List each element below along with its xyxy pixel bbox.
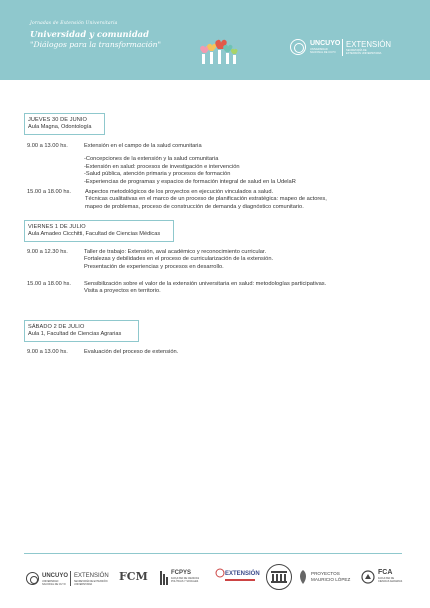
logo-divider xyxy=(342,39,343,56)
uncuyo-extension-logo xyxy=(290,39,410,57)
logo-divider xyxy=(70,571,71,586)
day-label: SÁBADO 2 DE JULIO xyxy=(28,324,85,330)
entry-time: 9.00 a 13.00 hs. xyxy=(27,349,68,355)
day-place: Aula Amadeo Cicchitti, Facultad de Ciencias Médicas xyxy=(28,231,161,238)
event-title: Universidad y comunidad xyxy=(30,29,149,39)
day-place: Aula Magna, Odontología xyxy=(28,124,92,131)
day-box-thursday xyxy=(24,113,105,135)
entry-description: Aspectos metodológicos de los proyectos en ejecución vinculados a salud. Técnicas cualitativas en el marco de un proceso de planificación estratégica: mapeo de actores, mapeo de problemas, proceso de construcción de demanda y diagnóstico comunitario. xyxy=(85,189,327,210)
header-band xyxy=(0,0,430,80)
day-box-saturday xyxy=(24,320,139,342)
day-label: JUEVES 30 DE JUNIO xyxy=(28,117,87,123)
footer-fcm-logo: FCM xyxy=(119,570,148,583)
uncuyo-seal-icon xyxy=(290,39,306,55)
uncuyo-seal-icon xyxy=(26,572,39,585)
proyectos-mark-icon xyxy=(298,570,308,584)
extension-subtext: SECRETARÍA DE EXTENSIÓN UNIVERSITARIA xyxy=(346,49,382,55)
entry-time: 9.00 a 13.00 hs. xyxy=(27,143,68,149)
entry-time: 15.00 a 18.00 hs. xyxy=(27,281,71,287)
entry-time: 15.00 a 18.00 hs. xyxy=(27,189,71,195)
footer-seal-logo xyxy=(266,564,292,590)
entry-description: -Concepciones de la extensión y la salud comunitaria -Extensión en salud: procesos de investigación e intervención -Salud pública, atención primaria y procesos de formación -Experiencias de programas y espacios de formación integral de salud en la UdelaR xyxy=(84,156,296,185)
fcpys-mark-icon xyxy=(160,571,168,585)
day-label: VIERNES 1 DE JULIO xyxy=(28,224,86,230)
hearts-illustration-icon xyxy=(193,38,243,68)
building-icon xyxy=(271,571,287,583)
uncuyo-name: UNCUYO xyxy=(310,40,341,47)
entry-description: Sensibilización sobre el valor de la extensión universitaria en salud: metodologías participativas. Visita a proyectos en territorio. xyxy=(84,281,327,295)
entry-description: Evaluación del proceso de extensión. xyxy=(84,349,179,355)
uncuyo-subtext: UNIVERSIDAD NACIONAL DE CUYO xyxy=(310,48,336,54)
event-subtitle: "Diálogos para la transformación" xyxy=(30,40,161,49)
udelar-mark-icon xyxy=(215,568,225,578)
entry-description: Taller de trabajo: Extensión, aval académico y reconocimiento curricular. Fortalezas y debilidades en el proceso de curricularización de la extensión. Presentación de experiencias y procesos en desarrollo. xyxy=(84,249,274,270)
event-pre-title: Jornadas de Extensión Universitaria xyxy=(30,21,118,26)
day-place: Aula 1, Facultad de Ciencias Agrarias xyxy=(28,331,122,338)
extension-name: EXTENSIÓN xyxy=(346,40,392,49)
footer-divider xyxy=(24,553,402,554)
entry-description: Extensión en el campo de la salud comunitaria xyxy=(84,143,202,149)
footer-logos: UNCUYO UNIVERSIDAD NACIONAL DE CUYO EXTENSIÓN SECRETARÍA DE EXTENSIÓN UNIVERSITARIA FCM FCPYS FACULTAD DE CIENCIAS POLÍTICAS Y SOCIALES EXTENSIÓN PROYECTOS MAURICIO LÓPEZ FCA FACULTAD DE CIENCIAS AGRARIAS xyxy=(0,560,430,600)
fca-seal-icon xyxy=(361,570,375,584)
entry-time: 9.00 a 12.30 hs. xyxy=(27,249,68,255)
day-box-friday xyxy=(24,220,174,242)
